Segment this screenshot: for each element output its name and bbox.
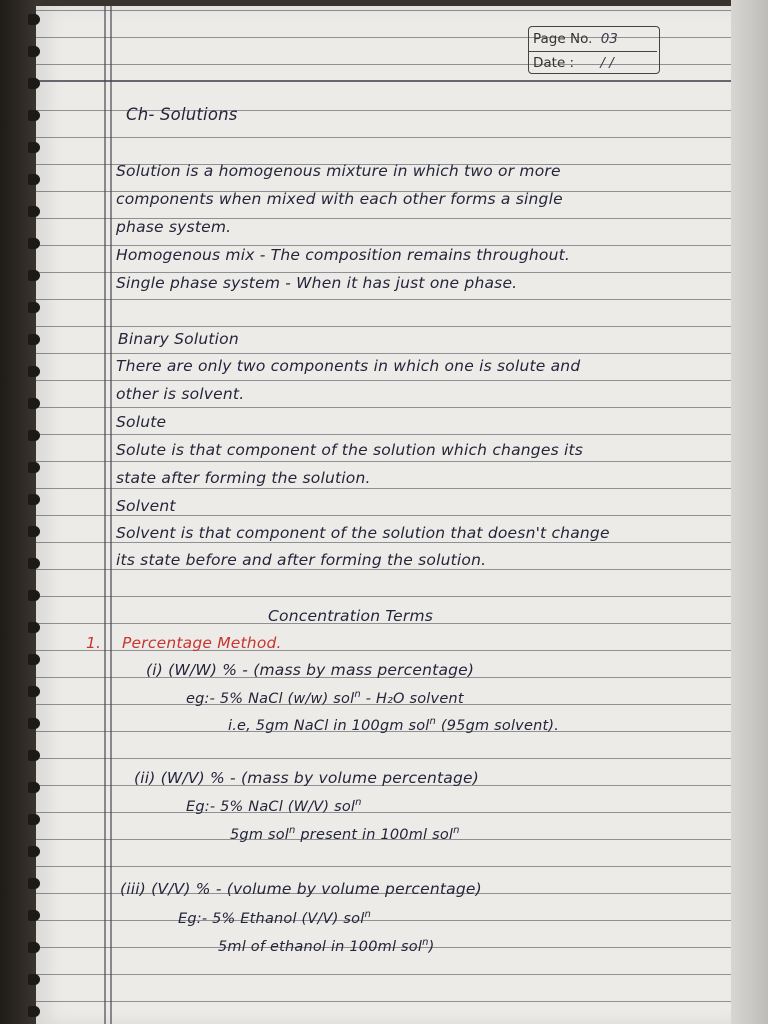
solute-line-1: Solute is that component of the solution which changes its [116,441,584,459]
desk-right-background [731,0,768,1024]
solute-heading: Solute [116,413,167,431]
ww-heading: (i) (W/W) % - (mass by mass percentage) [146,661,475,679]
solvent-line-1: Solvent is that component of the solution that doesn't change [116,524,610,542]
homogenous-mix-line: Homogenous mix - The composition remains throughout. [116,246,571,264]
page-number-value: 03 [600,31,618,47]
solute-line-2: state after forming the solution. [116,469,371,487]
page-number-label: Page No. [533,31,593,47]
binary-solution-heading: Binary Solution [118,330,239,348]
chapter-title: Ch- Solutions [126,105,238,124]
wv-heading: (ii) (W/V) % - (mass by volume percentage) [134,769,480,787]
percentage-method-heading: Percentage Method. [122,634,282,652]
vv-explanation: 5ml of ethanol in 100ml sol$^n$) [218,937,435,955]
ww-explanation: i.e, 5gm NaCl in 100gm sol$^n$ (95gm solvent). [228,716,560,734]
date-label: Date : [533,55,575,71]
vv-heading: (iii) (V/V) % - (volume by volume percentage) [120,880,482,898]
header-rule [36,80,731,82]
page-number-box [528,26,660,74]
binary-line-2: other is solvent. [116,385,245,403]
definition-line-1: Solution is a homogenous mixture in which two or more [116,162,561,180]
wv-example: Eg:- 5% NaCl (W/V) sol$^n$ [186,797,362,815]
definition-line-2: components when mixed with each other forms a single [116,190,563,208]
concentration-terms-title: Concentration Terms [268,607,434,625]
solvent-line-2: its state before and after forming the solution. [116,551,487,569]
definition-line-3: phase system. [116,218,232,236]
single-phase-line: Single phase system - When it has just one phase. [116,274,518,292]
wv-explanation: 5gm sol$^n$ present in 100ml sol$^n$ [230,825,460,843]
ww-example: eg:- 5% NaCl (w/w) sol$^n$ - H₂O solvent [186,689,464,707]
margin-line-right [110,6,112,1024]
margin-line-left [104,6,106,1024]
vv-example: Eg:- 5% Ethanol (V/V) sol$^n$ [178,909,371,927]
desk-left-background [0,0,36,1024]
date-value: / / [600,55,614,71]
item-number-1: 1. [86,634,102,652]
solvent-heading: Solvent [116,497,176,515]
binary-line-1: There are only two components in which one is solute and [116,357,581,375]
notebook-page [36,6,731,1024]
